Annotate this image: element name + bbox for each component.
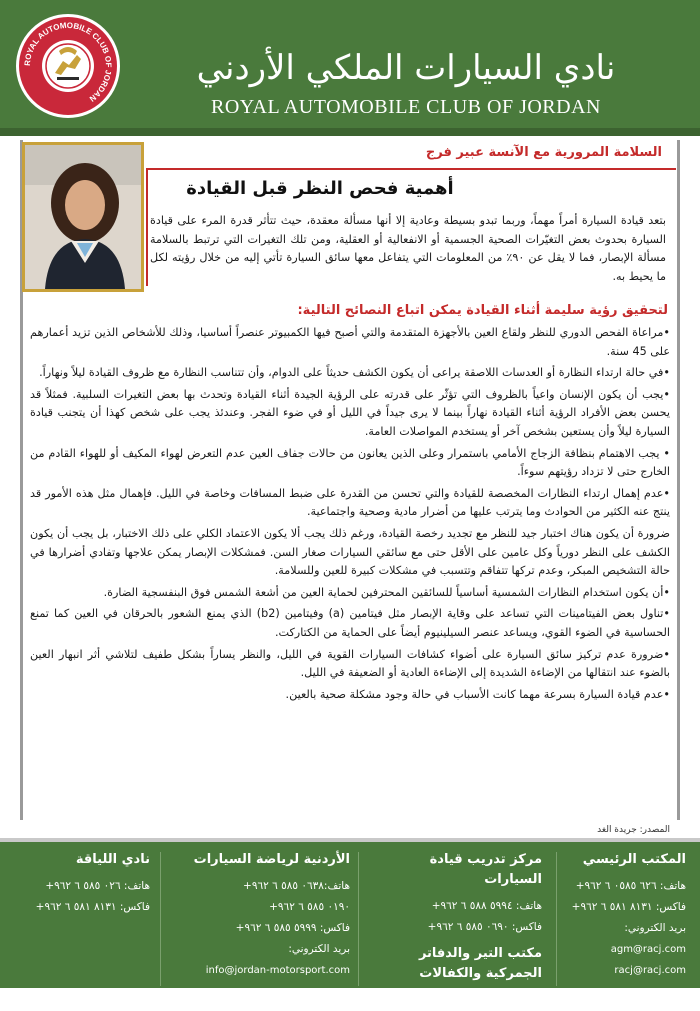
fitness-club-title: نادي اللياقة (75, 852, 150, 867)
customs-office-title: مكتب التير والدفاتر الجمركية والكفالات (418, 946, 542, 981)
customs-office-phone: هاتف:٥٤٠٩ ٥٨١ ٦ ٩٦٢+ (435, 994, 542, 1006)
club-title-english: ROYAL AUTOMOBILE CLUB OF JORDAN (211, 96, 601, 118)
main-office-phone: هاتف: ٦٢٦ ٠٥٨٥ ٦ ٩٦٢+ (575, 880, 686, 892)
driving-center-fax: فاكس: ٠٦٩٠ ٥٨٥ ٦ ٩٦٢+ (427, 921, 542, 933)
author-photo (22, 142, 144, 292)
footer-divider (160, 852, 161, 986)
tip-item: ضرورة أن يكون هناك اختبار جيد للنظر مع تجديد رخصة القيادة، ورغم ذلك يجب ألا يكون الاعتماد الكلي على ذلك الاختبار، بل يجب أن يكون الكشف على النظر دورياً وكل عامين على الأقل حتى مع سائقي السيارات صغار السن. فمشكلات الإبصار يمكن علاجها وتفادي أضرارها في حالة التشخيص المبكر، وعدم تركها تتفاقم وتتسبب في مشكلات كبيرة للعين وللسلامة. (30, 526, 670, 578)
tip-item: •تناول بعض الفيتامينات التي تساعد على وقاية الإبصار مثل فيتامين (a) وفيتامين (b2) الذي يمنع الشعور بالحرقان في العين كما تمنع الحساسية في الضوء القوي، ويساعد عنصر السيلينيوم أيضاً على الحماية من الكتاركت. (30, 607, 670, 639)
club-logo (16, 14, 120, 118)
main-office-fax: فاكس: ٨١٣١ ٥٨١ ٦ ٩٦٢+ (571, 901, 686, 913)
motorsport-phone: هاتف:٠٦٣٨ ٥٨٥ ٦ ٩٦٢+ (243, 880, 350, 892)
article-headline: أهمية فحص النظر قبل القيادة (186, 178, 454, 199)
footer-motorsport (170, 850, 350, 981)
footer-main-office (566, 850, 686, 981)
article-subtitle: السلامة المرورية مع الآنسة عبير فرج (425, 145, 662, 160)
tip-item: •يجب أن يكون الإنسان واعياً بالظروف التي تؤثّر على قدرته على الرؤية الجيدة أثناء القيادة وتحدث بها بعض التغيرات السلبية. فمثلاً قد يحسن بعض الأفراد الرؤية أثناء القيادة نهاراً بينما لا يرى جيداً في الليل أو في ضوء الفجر. وعندئذ يجب على شخص كهذا أن يتجنب قيادة السيارة ليلاً وأن يستعين بشخص آخر أو يستخدم المواصلات العامة. (30, 387, 670, 438)
motorsport-email-label: بريد الكتروني: (288, 943, 350, 955)
driving-center-phone: هاتف: ٥٩٩٤ ٥٨٨ ٦ ٩٦٢+ (431, 900, 542, 912)
header-band (0, 128, 700, 136)
header (0, 0, 700, 136)
fitness-club-phone: هاتف: ٠٢٦ ٥٨٥ ٦ ٩٦٢+ (45, 880, 150, 892)
tip-item: •ضرورة عدم تركيز سائق السيارة على أضواء كشافات السيارات القوية في الليل، والنظر يساراً بشكل طفيف لتلاشي أثر انبهار العين بالضوء عند انتقالها من الإضاءة الشديدة إلى الإضاءة العادية أو الضعيفة في الليل. (30, 647, 670, 680)
main-office-title: المكتب الرئيسي (582, 852, 686, 867)
footer-contacts (0, 838, 700, 1006)
tip-item: •مراعاة الفحص الدوري للنظر ولقاع العين بالأجهزة المتقدمة والتي أصبح فيها الكمبيوتر عنصراً أساسيا، وذلك للأشخاص الذين تزيد أعمارهم على 45 سنة. (30, 326, 670, 358)
main-office-email-link[interactable]: agm@racj.com (610, 944, 686, 955)
footer-divider (358, 852, 359, 986)
footer-divider (556, 852, 557, 986)
article-intro: بتعد قيادة السيارة أمراً مهماً، وربما تبدو بسيطة وعادية إلا أنها مسألة معقدة، حيث تتأثر قدرة المرء على قيادة السيارة بحدوث بعض التغيّرات الصحية الجسمية أو الانفعالية أو العقلية، ومن تلك التغيرات التي ترتبط بالسلامة مسألة الإبصار، فما لا يقل عن ٩٠٪ من المعلومات التي يتفاعل معها سائق السيارة تأتي إليه من خلال رؤيته لكل ما يحيط به. (150, 214, 666, 283)
fitness-club-fax: فاكس: ٨١٣١ ٥٨١ ٦ ٩٦٢+ (35, 901, 150, 913)
tips-list (30, 324, 670, 707)
club-title-arabic: نادي السيارات الملكي الأردني (196, 48, 616, 88)
motorsport-email-link[interactable]: info@jordan-motorsport.com (205, 965, 350, 976)
tip-item: •في حالة ارتداء النظارة أو العدسات اللاصقة يراعى أن يكون الكشف حديثاً على الدوام، وأن تتناسب النظارة مع ظروف القيادة ليلاً ونهاراً. (39, 366, 670, 380)
motorsport-fax: فاكس: ٥٩٩٩ ٥٨٥ ٦ ٩٦٢+ (235, 922, 350, 934)
tip-item: •عدم إهمال ارتداء النظارات المخصصة للقيادة والتي تحسن من القدرة على ضبط المسافات وخاصة في الليل. فإهمال مثل هذه الأمور قد ينتج عنه الكثير من الحوادث وما يترتب عليها من أضرار مادية وصحية واجتماعية. (30, 486, 670, 519)
main-office-email-label: بريد الكتروني: (624, 922, 686, 934)
author-portrait-icon (25, 145, 141, 289)
main-office-email-link[interactable]: racj@racj.com (614, 965, 686, 976)
article-source: المصدر: جريدة الغد (597, 825, 670, 835)
headline-rule-vertical (146, 168, 148, 286)
tip-item: • يجب الاهتمام بنظافة الزجاج الأمامي باستمرار وعلى الذين يعانون من حالات جفاف العين عدم التعرض لهواء المكيف أو للهواء القادم من الخارج حتى لا تزداد رؤيتهم سوءاً. (30, 446, 670, 479)
headline-rule-horizontal (146, 168, 676, 170)
svg-text:ROYAL AUTOMOBILE CLUB OF JORDA: ROYAL AUTOMOBILE CLUB OF JORDAN (22, 20, 114, 104)
footer-driving-center (372, 850, 542, 1011)
motorsport-title: الأردنية لرياضة السيارات (193, 852, 350, 867)
tips-heading: لتحقيق رؤية سليمة أثناء القيادة يمكن اتباع النصائح التالية: (297, 303, 668, 318)
logo-emblem-icon (19, 17, 117, 115)
tip-item: •عدم قيادة السيارة بسرعة مهما كانت الأسباب في حالة وجود مشكلة صحية بالعين. (285, 687, 670, 701)
motorsport-phone-2: ٠١٩٠ ٥٨٥ ٦ ٩٦٢+ (269, 901, 350, 913)
tip-item: •أن يكون استخدام النظارات الشمسية أساسياً للسائقين المحترفين لحماية العين من أشعة الشمس فوق البنفسجية الضارة. (103, 585, 670, 599)
driving-center-title: مركز تدريب قيادة السيارات (429, 852, 542, 887)
footer-fitness-club (10, 850, 150, 918)
